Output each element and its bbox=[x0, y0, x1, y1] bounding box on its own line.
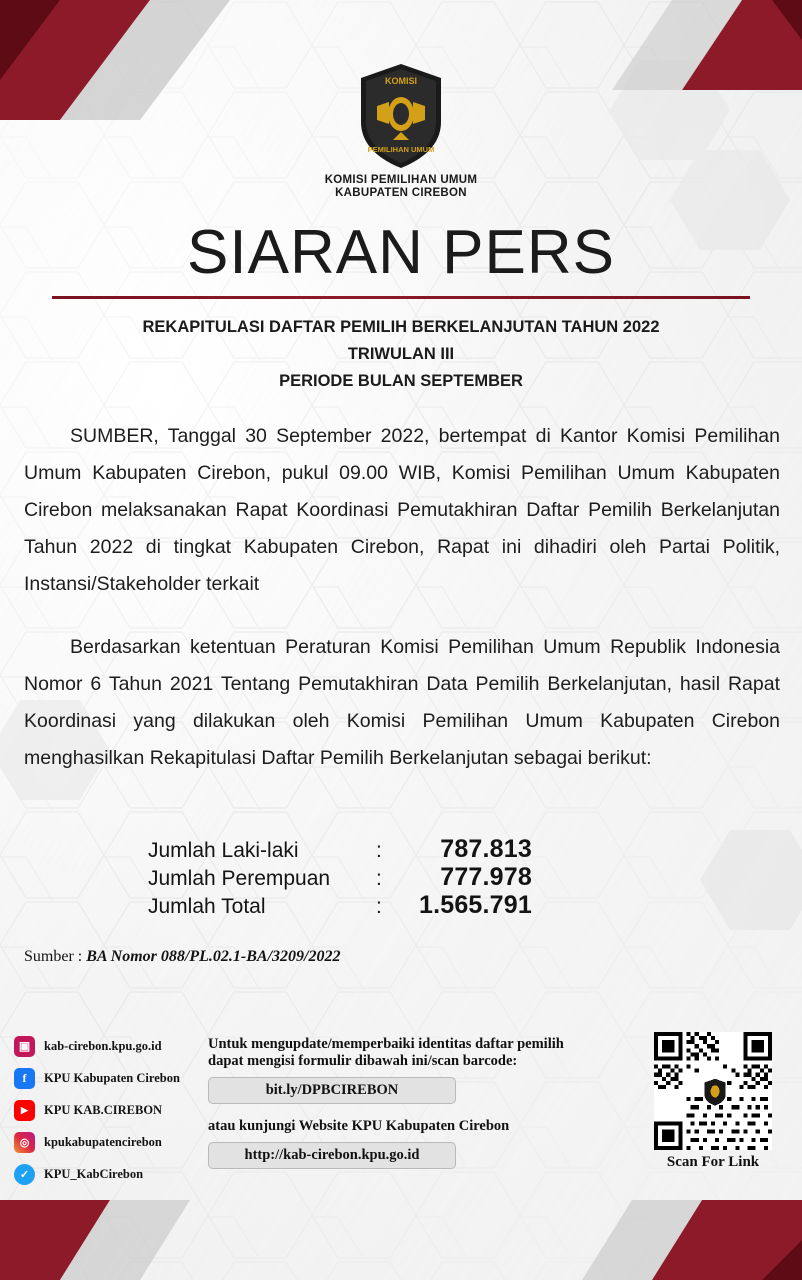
facebook-icon: f bbox=[14, 1068, 35, 1089]
paragraph-2 bbox=[24, 629, 780, 777]
total-label-all: Jumlah Total bbox=[148, 895, 266, 918]
social-label-website: kab-cirebon.kpu.go.id bbox=[44, 1038, 162, 1053]
update-title-line2: dapat mengisi formulir dibawah ini/scan barcode: bbox=[208, 1053, 518, 1069]
social-label-facebook: KPU Kabupaten Cirebon bbox=[44, 1070, 180, 1085]
paragraph-1-text: SUMBER, Tanggal 30 September 2022, bertempat di Kantor Komisi Pemilihan Umum Kabupaten Cirebon, pukul 09.00 WIB, Komisi Pemilihan Umum Kabupaten Cirebon melaksanakan Rapat Koordinasi Pemutakhiran Daftar Pemilih Berkelanjutan Tahun 2022 di tingkat Kabupaten Cirebon, Rapat ini dihadiri oleh Partai Politik, Instansi/Stakeholder terkait bbox=[24, 425, 780, 595]
total-colon-all: : bbox=[376, 895, 382, 918]
body-text bbox=[24, 418, 780, 803]
totals-table bbox=[148, 836, 532, 920]
total-label-female: Jumlah Perempuan bbox=[148, 867, 331, 890]
social-label-instagram: kpukabupatencirebon bbox=[44, 1134, 162, 1149]
table-row bbox=[148, 864, 532, 892]
list-item[interactable] bbox=[14, 1160, 214, 1188]
qr-caption: Scan For Link bbox=[666, 1154, 760, 1170]
form-link-button[interactable]: bit.ly/DPBCIREBON bbox=[208, 1077, 456, 1104]
update-instructions bbox=[208, 1036, 660, 1169]
kpu-garuda-logo-icon bbox=[355, 62, 447, 170]
website-prompt: atau kunjungi Website KPU Kabupaten Cirebon bbox=[208, 1118, 510, 1134]
subtitle-block bbox=[40, 314, 762, 395]
twitter-icon: ✓ bbox=[14, 1164, 35, 1185]
kpu-logo-block bbox=[0, 62, 802, 200]
table-row bbox=[148, 836, 532, 864]
list-item[interactable] bbox=[14, 1128, 214, 1156]
logo-caption-line2: KABUPATEN CIREBON bbox=[335, 187, 467, 199]
list-item[interactable] bbox=[14, 1032, 214, 1060]
social-links bbox=[14, 1032, 214, 1192]
paragraph-2-text: Berdasarkan ketentuan Peraturan Komisi Pemilihan Umum Republik Indonesia Nomor 6 Tahun 2021 Tentang Pemutakhiran Data Pemilih Berkelanjutan, hasil Rapat Koordinasi yang dilakukan oleh Komisi Pemilihan Umum Kabupaten Cirebon menghasilkan Rekapitulasi Daftar Pemilih Berkelanjutan sebagai berikut: bbox=[24, 636, 780, 769]
logo-caption-line1: KOMISI PEMILIHAN UMUM bbox=[324, 174, 478, 186]
update-title-line1: Untuk mengupdate/memperbaiki identitas daftar pemilih bbox=[208, 1036, 564, 1052]
source-label: Sumber : bbox=[24, 948, 87, 965]
list-item[interactable] bbox=[14, 1064, 214, 1092]
svg-text:KOMISI: KOMISI bbox=[384, 76, 418, 86]
qr-code-icon[interactable] bbox=[654, 1032, 772, 1150]
paragraph-1 bbox=[24, 418, 780, 603]
total-value-all: 1.565.791 bbox=[418, 891, 532, 919]
subtitle-line3: PERIODE BULAN SEPTEMBER bbox=[279, 372, 523, 390]
total-value-male: 787.813 bbox=[440, 835, 532, 863]
source-value: BA Nomor 088/PL.02.1-BA/3209/2022 bbox=[86, 948, 341, 965]
website-icon: ▣ bbox=[14, 1036, 35, 1057]
logo-caption bbox=[0, 174, 802, 200]
subtitle-line2: TRIWULAN III bbox=[347, 345, 455, 363]
total-value-female: 777.978 bbox=[440, 863, 532, 891]
subtitle-line1: REKAPITULASI DAFTAR PEMILIH BERKELANJUTAN TAHUN 2022 bbox=[142, 318, 660, 336]
website-link-button[interactable]: http://kab-cirebon.kpu.go.id bbox=[208, 1142, 456, 1169]
table-row bbox=[148, 892, 532, 920]
list-item[interactable] bbox=[14, 1096, 214, 1124]
title-divider bbox=[52, 296, 750, 299]
qr-block bbox=[654, 1032, 772, 1171]
total-colon-female: : bbox=[376, 867, 382, 890]
total-label-male: Jumlah Laki-laki bbox=[148, 839, 299, 862]
source-line bbox=[24, 948, 340, 966]
youtube-icon: ▶ bbox=[14, 1100, 35, 1121]
total-colon-male: : bbox=[376, 839, 382, 862]
svg-text:PEMILIHAN UMUM: PEMILIHAN UMUM bbox=[367, 145, 435, 154]
social-label-youtube: KPU KAB.CIREBON bbox=[44, 1102, 163, 1117]
social-label-twitter: KPU_KabCirebon bbox=[44, 1166, 144, 1181]
instagram-icon: ◎ bbox=[14, 1132, 35, 1153]
page-title: SIARAN PERS bbox=[187, 218, 615, 287]
